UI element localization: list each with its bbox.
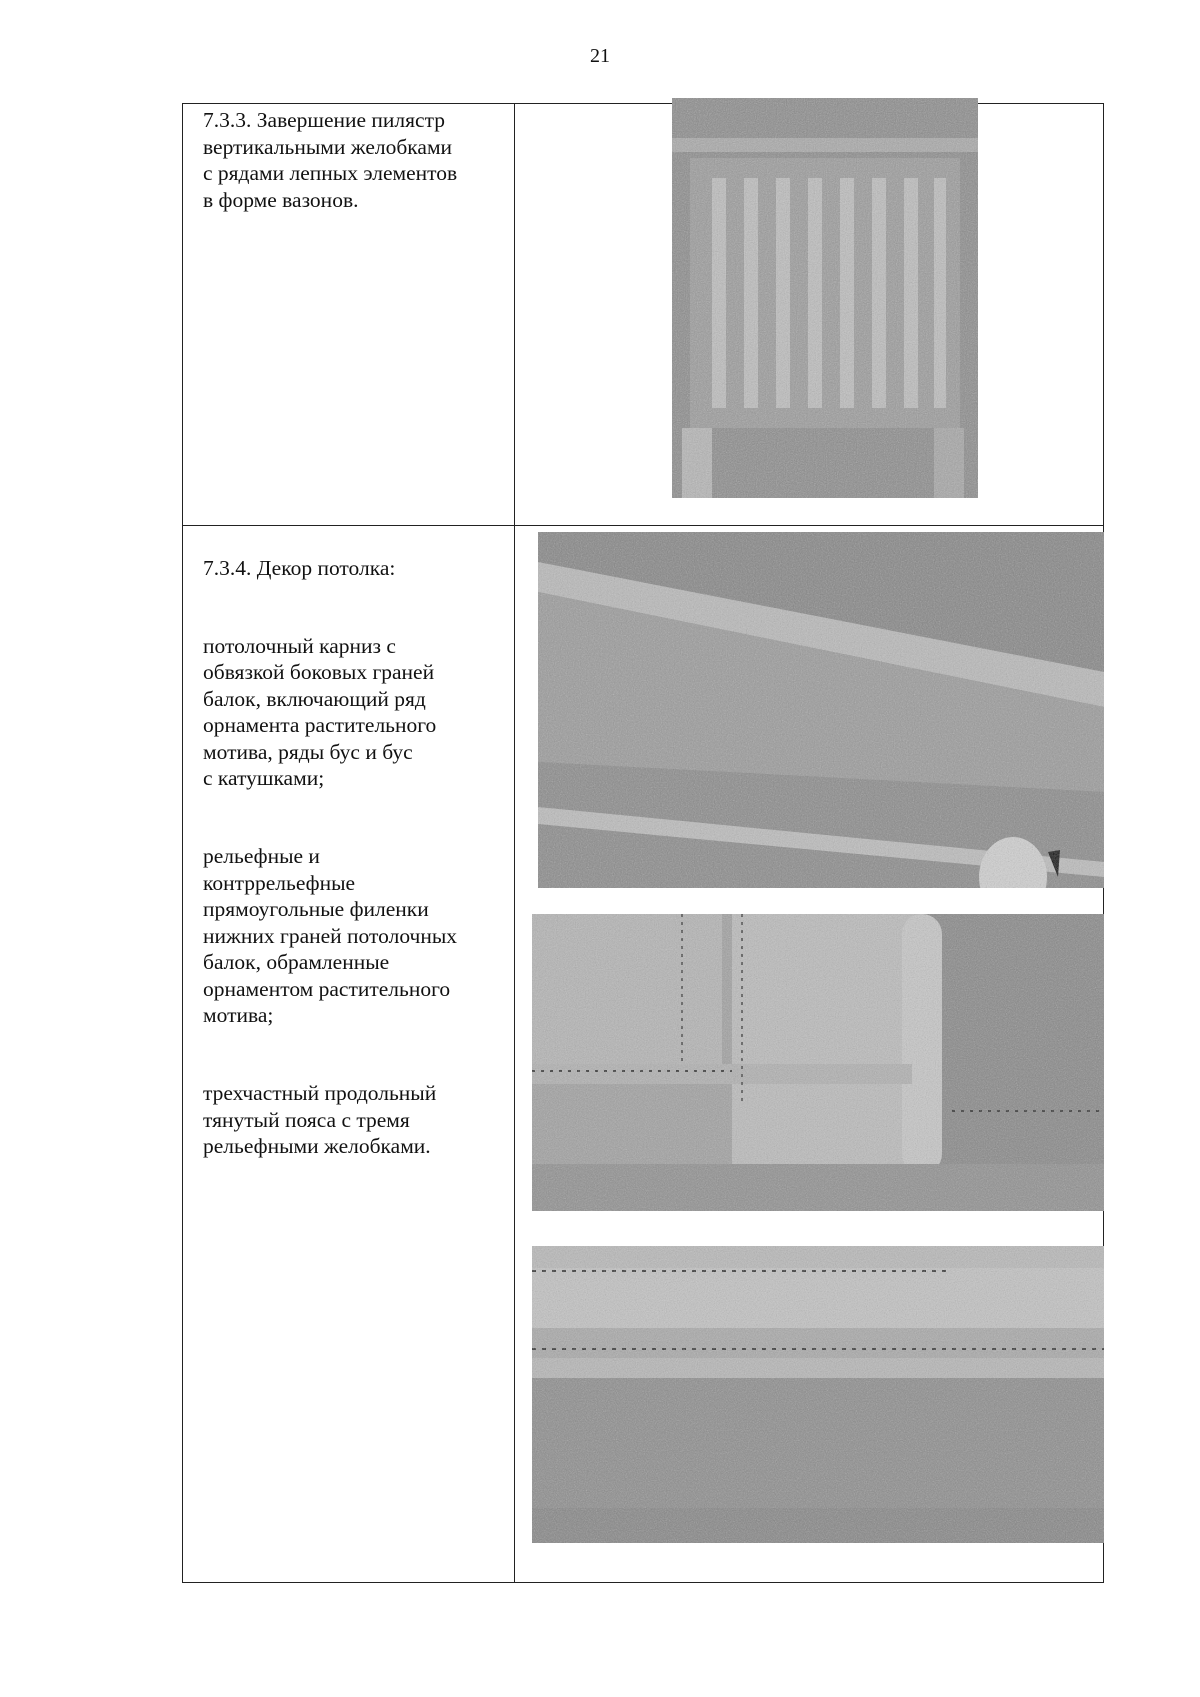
paragraph-panels: рельефные и контррельефные прямоугольные филенки нижних граней потолочных балок, обрамленные орнаментом растительного мотива; <box>203 844 458 1027</box>
ceiling-beam-panels-photo <box>532 914 1104 1211</box>
page-number: 21 <box>590 45 610 67</box>
paragraph-belt: трехчастный продольный тянутый пояса с тремя рельефными желобками. <box>203 1081 437 1158</box>
row-heading-7-3-3: 7.3.3. Завершение пилястр вертикальными желобками с рядами лепных элементов в форме вазонов. <box>203 108 458 212</box>
decor-table <box>182 103 1104 1583</box>
row-2-text <box>203 528 508 1211</box>
row-divider <box>183 525 1103 526</box>
column-divider <box>514 104 515 1582</box>
ceiling-cornice-photo <box>538 532 1104 888</box>
paragraph-cornice: потолочный карниз с обвязкой боковых граней балок, включающий ряд орнамента растительного мотива, ряды бус и бус с катушками; <box>203 633 437 790</box>
pilaster-flutes-photo <box>672 98 978 498</box>
longitudinal-belt-photo <box>532 1246 1104 1543</box>
row-heading-7-3-4: 7.3.4. Декор потолка: <box>203 555 396 580</box>
